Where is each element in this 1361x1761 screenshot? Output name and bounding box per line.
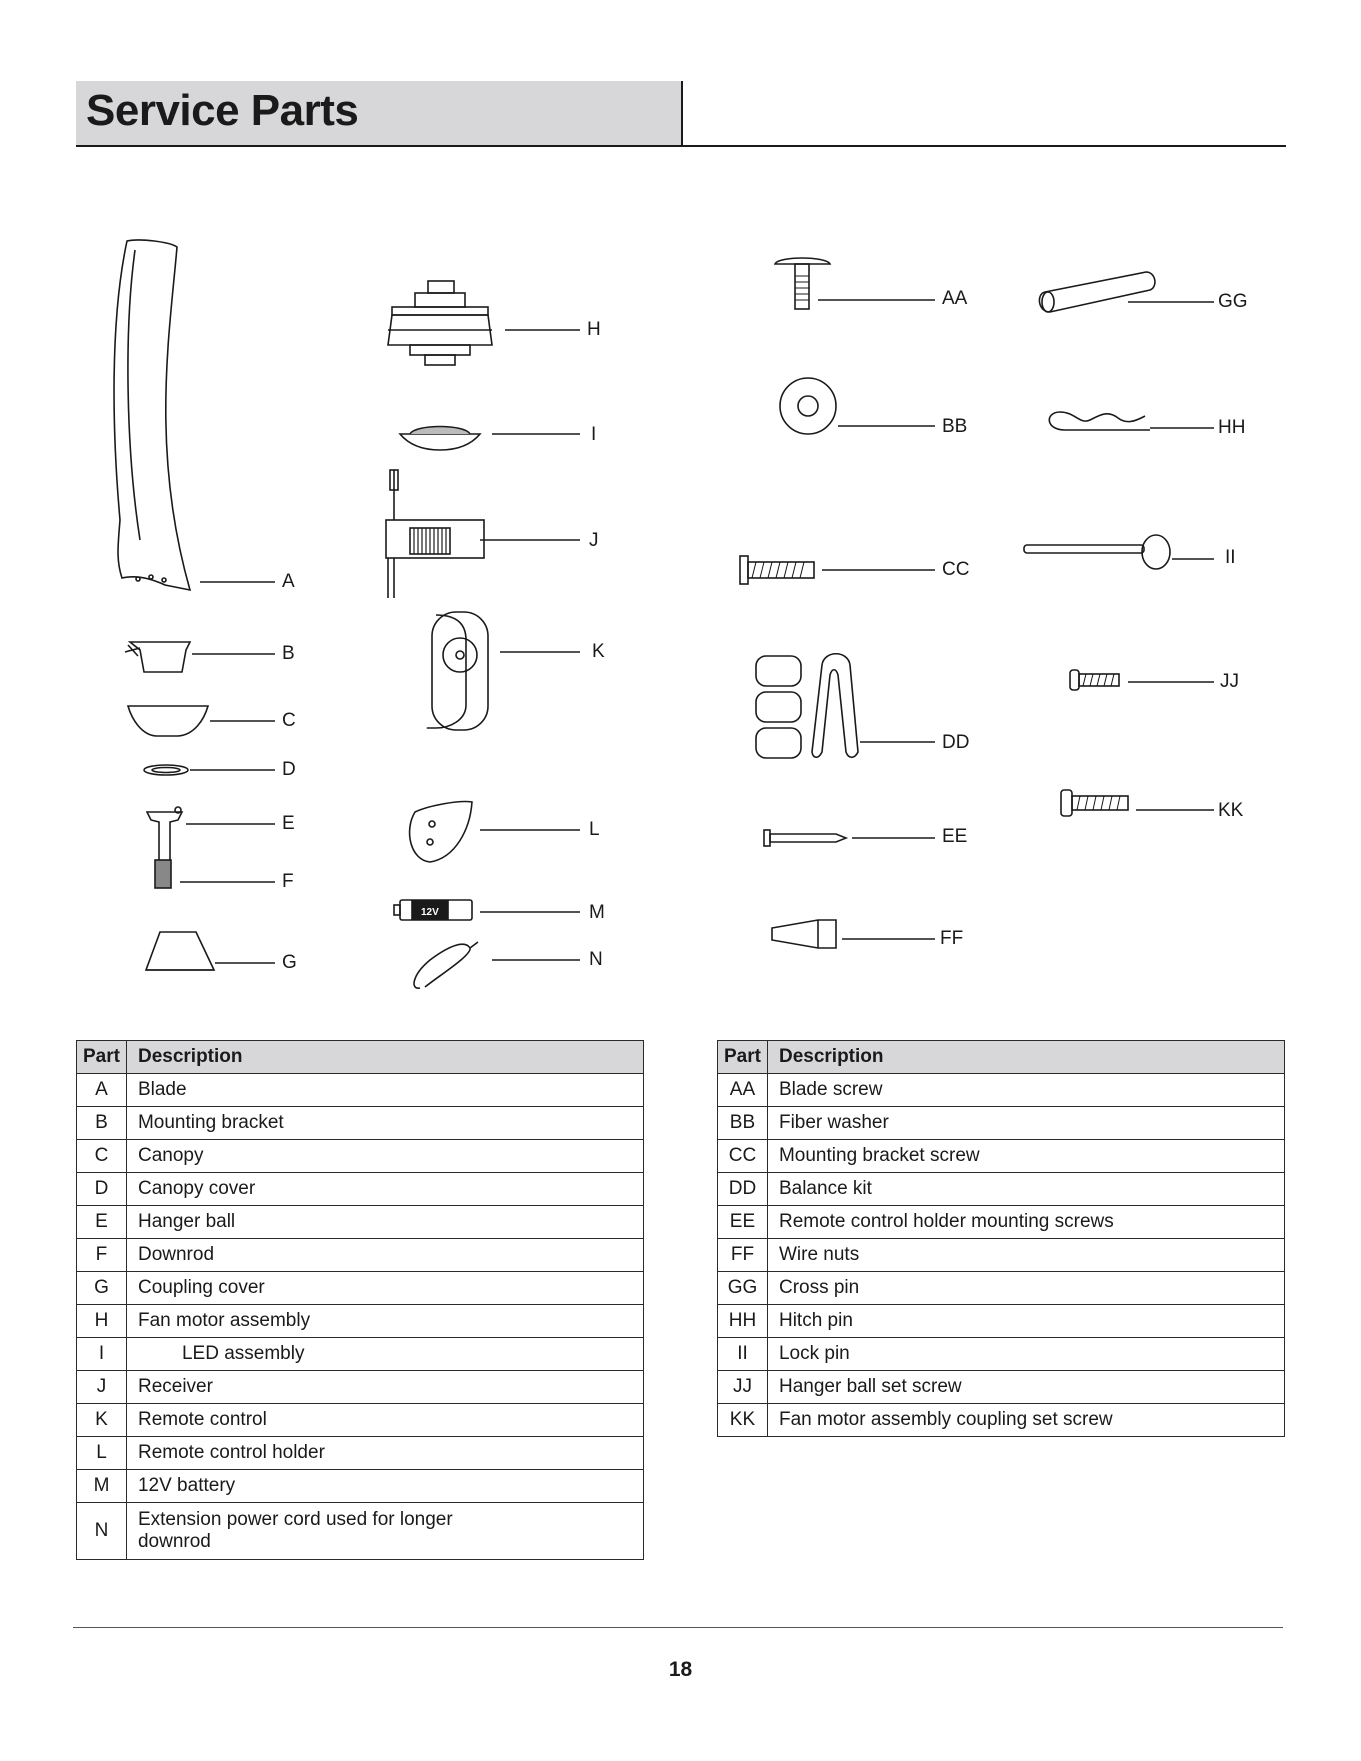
part-code: EE — [718, 1206, 768, 1239]
part-code: C — [77, 1140, 127, 1173]
callout-b: B — [282, 643, 295, 664]
part-code: I — [77, 1338, 127, 1371]
table-row — [718, 1404, 1285, 1437]
table-row — [77, 1371, 644, 1404]
part-description: Fan motor assembly coupling set screw — [767, 1404, 1284, 1437]
callout-i: I — [591, 424, 597, 445]
table-row — [77, 1437, 644, 1470]
part-description: Hanger ball set screw — [767, 1371, 1284, 1404]
callout-d: D — [282, 759, 296, 780]
part-code: II — [718, 1338, 768, 1371]
part-code: B — [77, 1107, 127, 1140]
table-row — [718, 1140, 1285, 1173]
mounting-bracket-screw-drawing — [740, 556, 935, 584]
footer-rule — [73, 1627, 1283, 1628]
part-code: F — [77, 1239, 127, 1272]
part-code: AA — [718, 1074, 768, 1107]
table-row — [77, 1107, 644, 1140]
table-row — [77, 1338, 644, 1371]
callout-k: K — [592, 641, 605, 662]
part-description: Downrod — [126, 1239, 643, 1272]
part-description: Hitch pin — [767, 1305, 1284, 1338]
part-description: Blade screw — [767, 1074, 1284, 1107]
part-description: LED assembly — [126, 1338, 643, 1371]
fiber-washer-drawing — [780, 378, 935, 434]
part-code: KK — [718, 1404, 768, 1437]
callout-a: A — [282, 571, 295, 592]
table-row — [77, 1272, 644, 1305]
part-code: BB — [718, 1107, 768, 1140]
callout-gg: GG — [1218, 291, 1248, 312]
part-description: Remote control holder — [126, 1437, 643, 1470]
parts-table-right — [717, 1040, 1285, 1437]
table-row — [718, 1107, 1285, 1140]
part-code: A — [77, 1074, 127, 1107]
callout-c: C — [282, 710, 296, 731]
part-description: Remote control — [126, 1404, 643, 1437]
part-code: FF — [718, 1239, 768, 1272]
part-code: GG — [718, 1272, 768, 1305]
table-row — [77, 1305, 644, 1338]
part-description: Fan motor assembly — [126, 1305, 643, 1338]
part-description: Lock pin — [767, 1338, 1284, 1371]
remote-control-drawing — [427, 612, 580, 730]
table-row — [718, 1338, 1285, 1371]
battery-voltage-label: 12V — [421, 907, 439, 918]
mounting-bracket-drawing — [125, 642, 275, 672]
callout-cc: CC — [942, 559, 970, 580]
part-code: D — [77, 1173, 127, 1206]
table-row — [77, 1239, 644, 1272]
part-code: HH — [718, 1305, 768, 1338]
part-description: Blade — [126, 1074, 643, 1107]
part-description: Mounting bracket — [126, 1107, 643, 1140]
table-row — [77, 1206, 644, 1239]
coupling-cover-drawing — [146, 932, 275, 970]
blade-drawing — [114, 240, 275, 590]
column-header-description: Description — [767, 1041, 1284, 1074]
part-description: Remote control holder mounting screws — [767, 1206, 1284, 1239]
table-header-row — [718, 1041, 1285, 1074]
part-code: K — [77, 1404, 127, 1437]
page-number: 18 — [668, 1658, 693, 1681]
holder-screw-drawing — [764, 830, 935, 846]
callout-l: L — [589, 819, 600, 840]
table-row — [77, 1404, 644, 1437]
page-title: Service Parts — [86, 86, 359, 135]
part-code: J — [77, 1371, 127, 1404]
table-row — [718, 1305, 1285, 1338]
canopy-cover-drawing — [144, 765, 275, 775]
coupling-set-screw-drawing — [1061, 790, 1214, 816]
part-description: Receiver — [126, 1371, 643, 1404]
callout-hh: HH — [1218, 417, 1246, 438]
part-code: N — [77, 1503, 127, 1560]
fan-motor-drawing — [388, 281, 580, 365]
callout-ii: II — [1225, 547, 1236, 568]
blade-screw-drawing — [775, 258, 935, 309]
callout-bb: BB — [942, 416, 968, 437]
canopy-drawing — [128, 706, 275, 736]
callout-ee: EE — [942, 826, 968, 847]
column-header-part: Part — [718, 1041, 768, 1074]
hitch-pin-drawing — [1049, 412, 1214, 430]
part-description: Extension power cord used for longer downrod — [126, 1503, 643, 1560]
table-row — [77, 1173, 644, 1206]
table-row — [718, 1173, 1285, 1206]
callout-m: M — [589, 902, 605, 923]
column-header-description: Description — [126, 1041, 643, 1074]
callout-e: E — [282, 813, 295, 834]
callout-g: G — [282, 952, 297, 973]
table-header-row — [77, 1041, 644, 1074]
part-description: Hanger ball — [126, 1206, 643, 1239]
receiver-drawing — [386, 470, 580, 598]
part-description: Canopy cover — [126, 1173, 643, 1206]
part-description: 12V battery — [126, 1470, 643, 1503]
column-header-part: Part — [77, 1041, 127, 1074]
callout-h: H — [587, 319, 601, 340]
table-row — [718, 1272, 1285, 1305]
downrod-drawing — [147, 807, 275, 888]
part-code: JJ — [718, 1371, 768, 1404]
cross-pin-drawing — [1039, 272, 1214, 312]
table-row — [77, 1140, 644, 1173]
part-description: Mounting bracket screw — [767, 1140, 1284, 1173]
lock-pin-drawing — [1024, 535, 1214, 569]
callout-kk: KK — [1218, 800, 1244, 821]
callout-jj: JJ — [1220, 671, 1239, 692]
callout-f: F — [282, 871, 294, 892]
part-code: G — [77, 1272, 127, 1305]
balance-kit-drawing — [756, 654, 935, 758]
part-code: M — [77, 1470, 127, 1503]
wire-nut-drawing — [772, 920, 935, 948]
table-row — [77, 1470, 644, 1503]
part-description: Wire nuts — [767, 1239, 1284, 1272]
part-description: Cross pin — [767, 1272, 1284, 1305]
callout-j: J — [589, 530, 599, 551]
part-description: Coupling cover — [126, 1272, 643, 1305]
parts-table-left — [76, 1040, 644, 1560]
part-code: L — [77, 1437, 127, 1470]
part-code: CC — [718, 1140, 768, 1173]
table-row — [718, 1074, 1285, 1107]
part-description: Fiber washer — [767, 1107, 1284, 1140]
led-assembly-drawing — [400, 427, 580, 451]
callout-n: N — [589, 949, 603, 970]
callout-ff: FF — [940, 928, 964, 949]
part-code: DD — [718, 1173, 768, 1206]
extension-cord-drawing — [414, 942, 580, 988]
table-row — [77, 1503, 644, 1560]
part-description: Canopy — [126, 1140, 643, 1173]
hanger-ball-set-screw-drawing — [1070, 670, 1214, 690]
part-description: Balance kit — [767, 1173, 1284, 1206]
part-code: E — [77, 1206, 127, 1239]
part-code: H — [77, 1305, 127, 1338]
callout-aa: AA — [942, 288, 968, 309]
table-row — [77, 1074, 644, 1107]
callout-dd: DD — [942, 732, 970, 753]
remote-holder-drawing — [410, 802, 580, 862]
table-row — [718, 1371, 1285, 1404]
table-row — [718, 1206, 1285, 1239]
table-row — [718, 1239, 1285, 1272]
